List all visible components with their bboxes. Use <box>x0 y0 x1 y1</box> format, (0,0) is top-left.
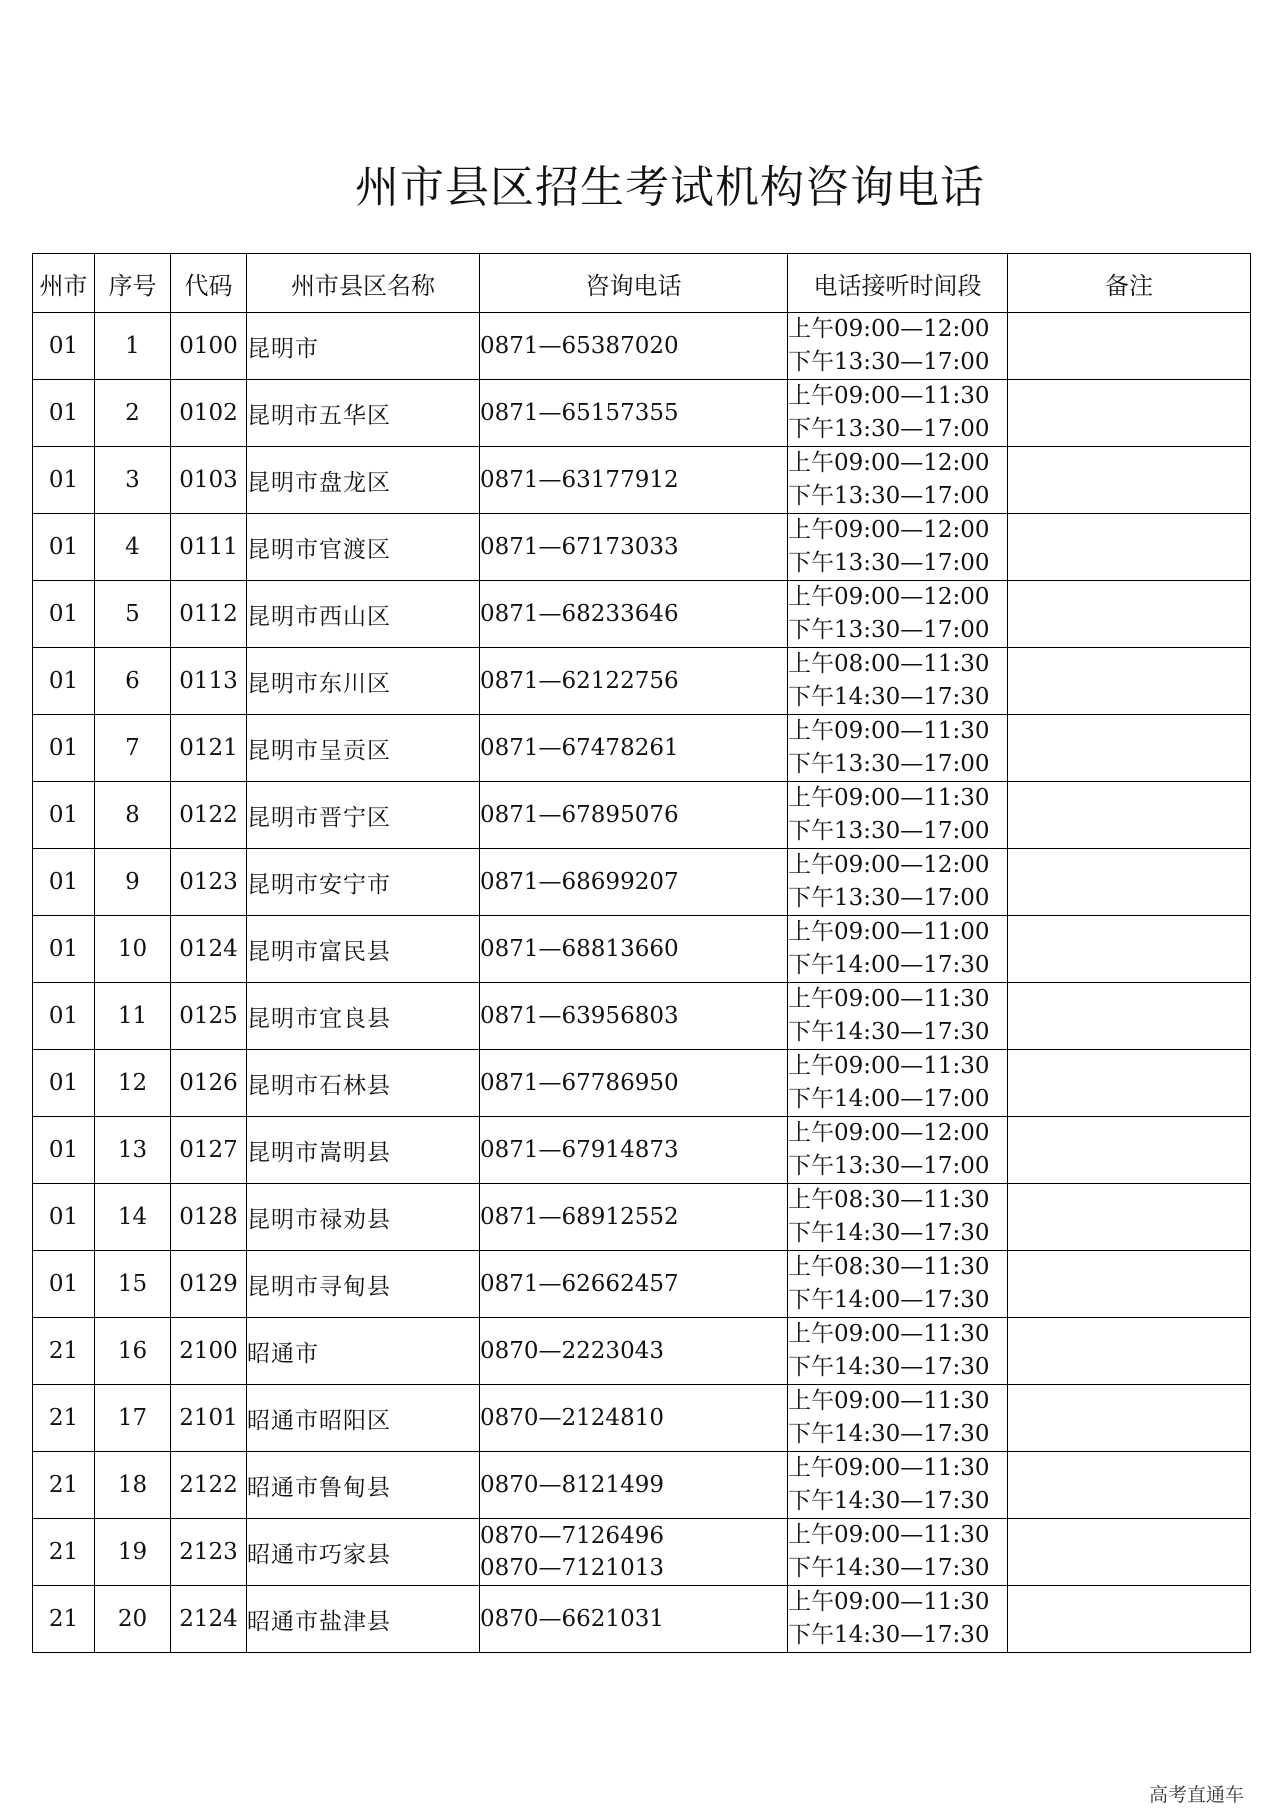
cell-name: 昆明市宜良县 <box>247 983 480 1050</box>
cell-prefecture: 01 <box>33 648 95 715</box>
cell-note <box>1008 1452 1251 1519</box>
cell-seq: 13 <box>95 1117 171 1184</box>
hours-afternoon: 下午13:30—17:00 <box>788 751 990 777</box>
hours-morning: 上午09:00—11:30 <box>788 1053 990 1079</box>
header-seq: 序号 <box>95 254 171 313</box>
phone-number: 0871—67914873 <box>480 1137 679 1163</box>
table-row <box>33 1050 1251 1117</box>
cell-code: 0123 <box>171 849 247 916</box>
phone-number: 0870—2223043 <box>480 1338 664 1364</box>
phone-number: 0871—62662457 <box>480 1271 679 1297</box>
cell-hours <box>788 1452 1008 1519</box>
table-row <box>33 1452 1251 1519</box>
header-prefecture: 州市 <box>33 254 95 313</box>
cell-hours <box>788 1519 1008 1586</box>
phone-number: 0870—7126496 <box>480 1523 664 1549</box>
header-code: 代码 <box>171 254 247 313</box>
cell-code: 0103 <box>171 447 247 514</box>
phone-number: 0871—63177912 <box>480 467 679 493</box>
phone-number: 0870—7121013 <box>480 1555 664 1581</box>
table-row <box>33 648 1251 715</box>
cell-code: 2123 <box>171 1519 247 1586</box>
hours-afternoon: 下午13:30—17:00 <box>788 483 990 509</box>
phone-number: 0871—62122756 <box>480 668 679 694</box>
hours-morning: 上午09:00—11:30 <box>788 718 990 744</box>
hours-afternoon: 下午13:30—17:00 <box>788 818 990 844</box>
hours-morning: 上午09:00—11:30 <box>788 785 990 811</box>
cell-code: 2122 <box>171 1452 247 1519</box>
cell-name: 昆明市 <box>247 313 480 380</box>
hours-morning: 上午09:00—11:00 <box>788 919 990 945</box>
cell-prefecture: 01 <box>33 1251 95 1318</box>
cell-code: 0121 <box>171 715 247 782</box>
hours-morning: 上午08:00—11:30 <box>788 651 990 677</box>
cell-prefecture: 01 <box>33 1050 95 1117</box>
cell-phone <box>480 1251 788 1318</box>
hours-afternoon: 下午14:30—17:30 <box>788 1220 990 1246</box>
cell-name: 昭通市巧家县 <box>247 1519 480 1586</box>
cell-hours <box>788 514 1008 581</box>
hours-afternoon: 下午14:30—17:30 <box>788 1354 990 1380</box>
hours-morning: 上午08:30—11:30 <box>788 1254 990 1280</box>
cell-name: 昆明市官渡区 <box>247 514 480 581</box>
cell-seq: 6 <box>95 648 171 715</box>
table-row <box>33 1385 1251 1452</box>
cell-note <box>1008 380 1251 447</box>
cell-note <box>1008 1184 1251 1251</box>
cell-seq: 3 <box>95 447 171 514</box>
cell-code: 0100 <box>171 313 247 380</box>
hours-morning: 上午09:00—12:00 <box>788 450 990 476</box>
cell-phone <box>480 1184 788 1251</box>
cell-note <box>1008 1586 1251 1653</box>
cell-name: 昭通市 <box>247 1318 480 1385</box>
cell-prefecture: 21 <box>33 1519 95 1586</box>
table-row <box>33 916 1251 983</box>
cell-name: 昆明市石林县 <box>247 1050 480 1117</box>
cell-name: 昆明市西山区 <box>247 581 480 648</box>
hours-afternoon: 下午14:30—17:30 <box>788 1488 990 1514</box>
cell-phone <box>480 1385 788 1452</box>
cell-phone <box>480 849 788 916</box>
cell-seq: 8 <box>95 782 171 849</box>
cell-hours <box>788 1586 1008 1653</box>
phone-number: 0871—67786950 <box>480 1070 679 1096</box>
cell-code: 0125 <box>171 983 247 1050</box>
hours-morning: 上午08:30—11:30 <box>788 1187 990 1213</box>
watermark: 高考直通车 <box>1148 1784 1244 1806</box>
cell-phone <box>480 313 788 380</box>
phone-number: 0870—2124810 <box>480 1405 664 1431</box>
header-phone: 咨询电话 <box>480 254 788 313</box>
cell-name: 昭通市盐津县 <box>247 1586 480 1653</box>
header-hours: 电话接听时间段 <box>788 254 1008 313</box>
cell-note <box>1008 1251 1251 1318</box>
cell-seq: 16 <box>95 1318 171 1385</box>
hours-morning: 上午09:00—11:30 <box>788 1589 990 1615</box>
cell-prefecture: 01 <box>33 1184 95 1251</box>
hours-afternoon: 下午14:00—17:30 <box>788 952 990 978</box>
cell-code: 0129 <box>171 1251 247 1318</box>
hours-morning: 上午09:00—11:30 <box>788 1321 990 1347</box>
cell-seq: 15 <box>95 1251 171 1318</box>
table-row <box>33 581 1251 648</box>
hours-afternoon: 下午14:30—17:30 <box>788 1421 990 1447</box>
cell-hours <box>788 983 1008 1050</box>
cell-prefecture: 01 <box>33 514 95 581</box>
cell-note <box>1008 1519 1251 1586</box>
phone-number: 0871—68233646 <box>480 601 679 627</box>
cell-code: 0112 <box>171 581 247 648</box>
cell-phone <box>480 1452 788 1519</box>
cell-phone <box>480 1586 788 1653</box>
table-row <box>33 514 1251 581</box>
cell-seq: 4 <box>95 514 171 581</box>
cell-name: 昆明市安宁市 <box>247 849 480 916</box>
cell-prefecture: 01 <box>33 983 95 1050</box>
table-row <box>33 782 1251 849</box>
cell-hours <box>788 849 1008 916</box>
cell-seq: 10 <box>95 916 171 983</box>
phone-number: 0871—63956803 <box>480 1003 679 1029</box>
cell-code: 2100 <box>171 1318 247 1385</box>
hours-afternoon: 下午14:00—17:30 <box>788 1287 990 1313</box>
cell-prefecture: 01 <box>33 916 95 983</box>
cell-note <box>1008 1385 1251 1452</box>
table-row <box>33 313 1251 380</box>
cell-phone <box>480 1519 788 1586</box>
hours-morning: 上午09:00—11:30 <box>788 1388 990 1414</box>
hours-morning: 上午09:00—11:30 <box>788 986 990 1012</box>
cell-prefecture: 01 <box>33 380 95 447</box>
phone-number: 0871—67173033 <box>480 534 679 560</box>
cell-seq: 7 <box>95 715 171 782</box>
phone-number: 0871—68912552 <box>480 1204 679 1230</box>
cell-code: 0128 <box>171 1184 247 1251</box>
cell-seq: 18 <box>95 1452 171 1519</box>
table-row <box>33 849 1251 916</box>
table-body <box>33 313 1251 1653</box>
cell-prefecture: 01 <box>33 581 95 648</box>
cell-prefecture: 01 <box>33 715 95 782</box>
cell-code: 0126 <box>171 1050 247 1117</box>
cell-name: 昭通市鲁甸县 <box>247 1452 480 1519</box>
cell-phone <box>480 1050 788 1117</box>
cell-seq: 17 <box>95 1385 171 1452</box>
cell-hours <box>788 715 1008 782</box>
table-row <box>33 1519 1251 1586</box>
hours-morning: 上午09:00—11:30 <box>788 1522 990 1548</box>
cell-phone <box>480 1318 788 1385</box>
cell-name: 昆明市禄劝县 <box>247 1184 480 1251</box>
cell-note <box>1008 447 1251 514</box>
cell-hours <box>788 1318 1008 1385</box>
hours-morning: 上午09:00—12:00 <box>788 316 990 342</box>
cell-seq: 19 <box>95 1519 171 1586</box>
cell-code: 0113 <box>171 648 247 715</box>
cell-phone <box>480 447 788 514</box>
phone-number: 0870—6621031 <box>480 1606 664 1632</box>
table-row <box>33 1586 1251 1653</box>
cell-name: 昆明市盘龙区 <box>247 447 480 514</box>
cell-note <box>1008 1050 1251 1117</box>
hours-afternoon: 下午13:30—17:00 <box>788 1153 990 1179</box>
table-header-row <box>33 254 1251 313</box>
hours-morning: 上午09:00—12:00 <box>788 584 990 610</box>
cell-hours <box>788 1117 1008 1184</box>
table-row <box>33 380 1251 447</box>
hours-morning: 上午09:00—12:00 <box>788 517 990 543</box>
cell-note <box>1008 849 1251 916</box>
table-row <box>33 1117 1251 1184</box>
cell-seq: 12 <box>95 1050 171 1117</box>
hours-afternoon: 下午14:30—17:30 <box>788 684 990 710</box>
header-name: 州市县区名称 <box>247 254 480 313</box>
cell-note <box>1008 916 1251 983</box>
cell-note <box>1008 715 1251 782</box>
cell-note <box>1008 1117 1251 1184</box>
cell-code: 0124 <box>171 916 247 983</box>
cell-seq: 14 <box>95 1184 171 1251</box>
hours-afternoon: 下午13:30—17:00 <box>788 617 990 643</box>
cell-prefecture: 01 <box>33 782 95 849</box>
table-row <box>33 1184 1251 1251</box>
cell-hours <box>788 1184 1008 1251</box>
cell-prefecture: 01 <box>33 1117 95 1184</box>
cell-seq: 1 <box>95 313 171 380</box>
cell-hours <box>788 581 1008 648</box>
phone-number: 0871—68699207 <box>480 869 679 895</box>
cell-note <box>1008 782 1251 849</box>
cell-seq: 2 <box>95 380 171 447</box>
cell-name: 昆明市呈贡区 <box>247 715 480 782</box>
cell-note <box>1008 581 1251 648</box>
cell-phone <box>480 715 788 782</box>
cell-hours <box>788 447 1008 514</box>
table-row <box>33 715 1251 782</box>
phone-number: 0871—65157355 <box>480 400 679 426</box>
cell-name: 昆明市晋宁区 <box>247 782 480 849</box>
phone-number: 0871—65387020 <box>480 333 679 359</box>
cell-phone <box>480 648 788 715</box>
cell-code: 0122 <box>171 782 247 849</box>
cell-prefecture: 21 <box>33 1586 95 1653</box>
cell-name: 昆明市富民县 <box>247 916 480 983</box>
cell-hours <box>788 1050 1008 1117</box>
page-title: 州市县区招生考试机构咨询电话 <box>355 162 985 213</box>
contact-table <box>32 253 1251 1653</box>
phone-number: 0870—8121499 <box>480 1472 664 1498</box>
cell-hours <box>788 648 1008 715</box>
phone-number: 0871—67478261 <box>480 735 679 761</box>
cell-phone <box>480 581 788 648</box>
hours-afternoon: 下午13:30—17:00 <box>788 550 990 576</box>
cell-hours <box>788 916 1008 983</box>
cell-code: 0127 <box>171 1117 247 1184</box>
cell-code: 2101 <box>171 1385 247 1452</box>
cell-hours <box>788 1251 1008 1318</box>
cell-prefecture: 21 <box>33 1452 95 1519</box>
cell-name: 昆明市寻甸县 <box>247 1251 480 1318</box>
hours-morning: 上午09:00—12:00 <box>788 852 990 878</box>
hours-morning: 上午09:00—11:30 <box>788 1455 990 1481</box>
phone-number: 0871—68813660 <box>480 936 679 962</box>
cell-hours <box>788 380 1008 447</box>
cell-hours <box>788 313 1008 380</box>
cell-prefecture: 21 <box>33 1385 95 1452</box>
cell-phone <box>480 380 788 447</box>
cell-prefecture: 01 <box>33 313 95 380</box>
table-row <box>33 1251 1251 1318</box>
cell-code: 0102 <box>171 380 247 447</box>
cell-code: 0111 <box>171 514 247 581</box>
cell-name: 昆明市东川区 <box>247 648 480 715</box>
hours-afternoon: 下午14:00—17:00 <box>788 1086 990 1112</box>
hours-afternoon: 下午13:30—17:00 <box>788 885 990 911</box>
cell-phone <box>480 782 788 849</box>
cell-seq: 5 <box>95 581 171 648</box>
cell-hours <box>788 782 1008 849</box>
cell-seq: 20 <box>95 1586 171 1653</box>
table-row <box>33 447 1251 514</box>
cell-seq: 9 <box>95 849 171 916</box>
cell-note <box>1008 514 1251 581</box>
cell-phone <box>480 514 788 581</box>
cell-phone <box>480 1117 788 1184</box>
cell-prefecture: 01 <box>33 849 95 916</box>
cell-note <box>1008 648 1251 715</box>
cell-note <box>1008 313 1251 380</box>
phone-number: 0871—67895076 <box>480 802 679 828</box>
hours-afternoon: 下午14:30—17:30 <box>788 1019 990 1045</box>
cell-phone <box>480 916 788 983</box>
hours-afternoon: 下午13:30—17:00 <box>788 349 990 375</box>
cell-note <box>1008 983 1251 1050</box>
header-note: 备注 <box>1008 254 1251 313</box>
cell-name: 昆明市五华区 <box>247 380 480 447</box>
cell-phone <box>480 983 788 1050</box>
hours-afternoon: 下午14:30—17:30 <box>788 1555 990 1581</box>
hours-morning: 上午09:00—11:30 <box>788 383 990 409</box>
cell-prefecture: 01 <box>33 447 95 514</box>
table-row <box>33 1318 1251 1385</box>
cell-prefecture: 21 <box>33 1318 95 1385</box>
table-row <box>33 983 1251 1050</box>
hours-afternoon: 下午13:30—17:00 <box>788 416 990 442</box>
cell-note <box>1008 1318 1251 1385</box>
hours-morning: 上午09:00—12:00 <box>788 1120 990 1146</box>
cell-name: 昭通市昭阳区 <box>247 1385 480 1452</box>
cell-seq: 11 <box>95 983 171 1050</box>
cell-hours <box>788 1385 1008 1452</box>
hours-afternoon: 下午14:30—17:30 <box>788 1622 990 1648</box>
cell-code: 2124 <box>171 1586 247 1653</box>
cell-name: 昆明市嵩明县 <box>247 1117 480 1184</box>
